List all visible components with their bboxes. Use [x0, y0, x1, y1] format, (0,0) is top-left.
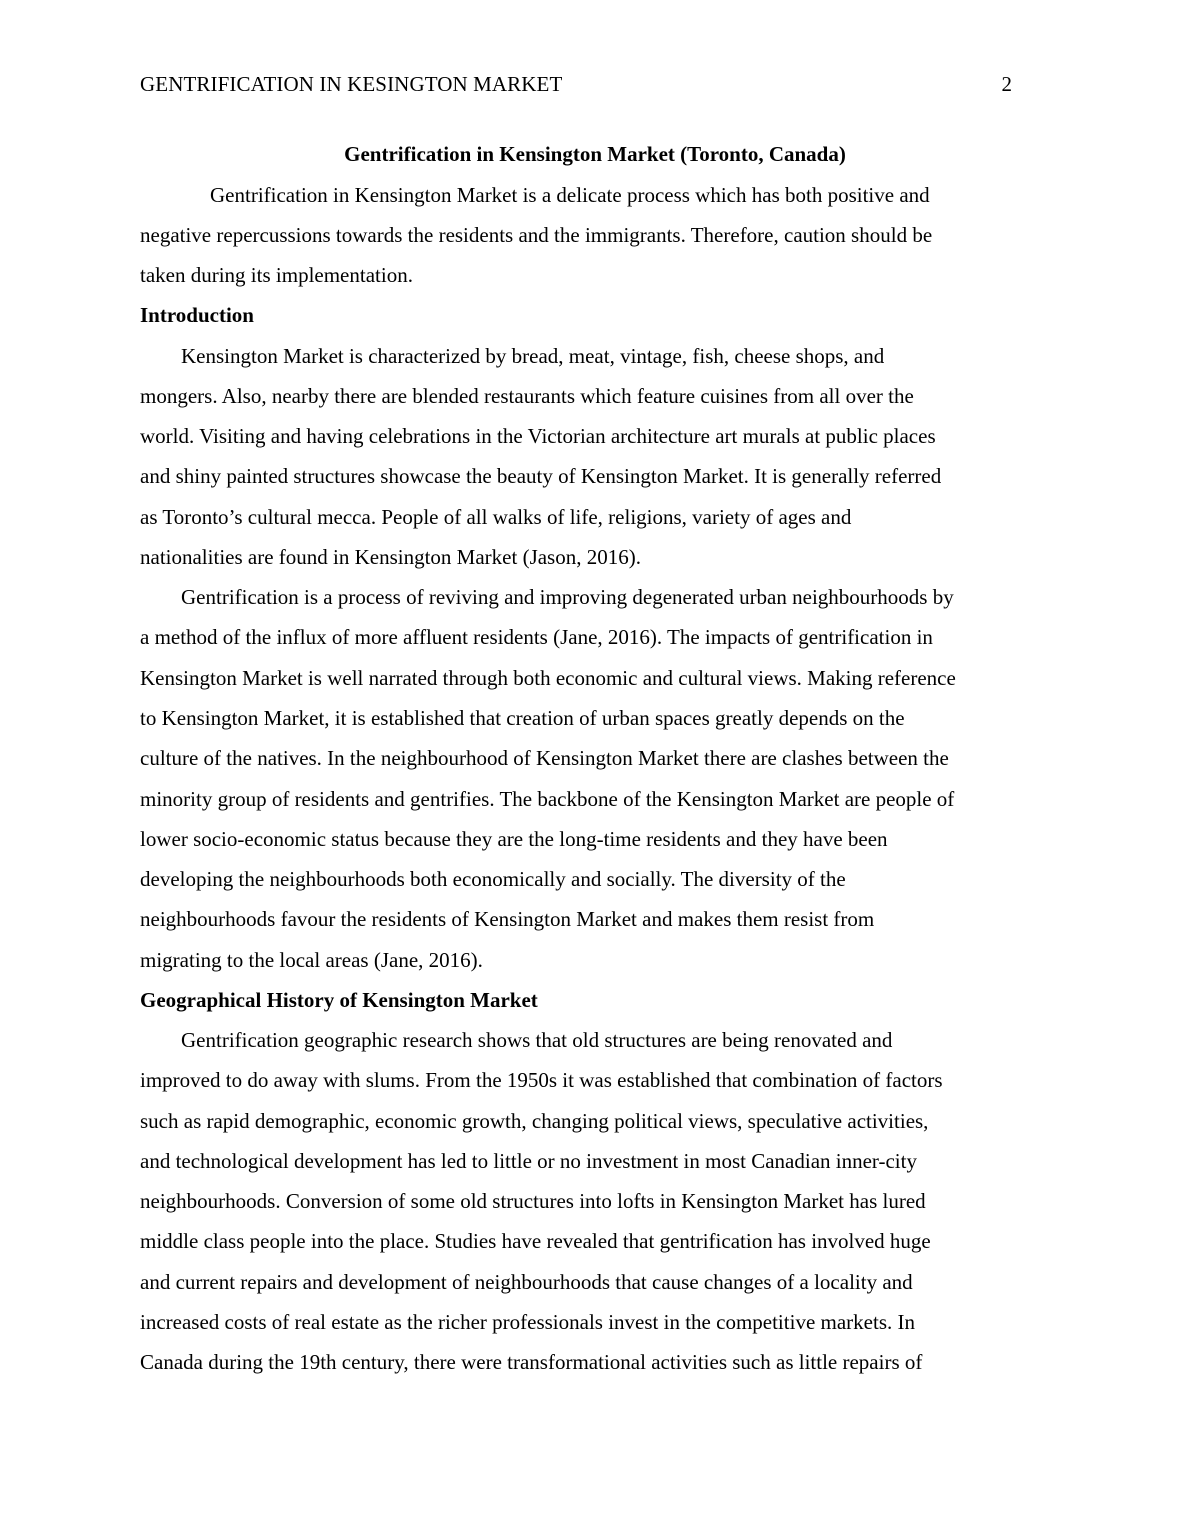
- introduction-heading: Introduction: [140, 303, 254, 327]
- intro-p2-line: migrating to the local areas (Jane, 2016).: [140, 948, 483, 972]
- intro-p2-line: minority group of residents and gentrifies. The backbone of the Kensington Market are people of: [140, 787, 955, 811]
- intro-p1-line: mongers. Also, nearby there are blended restaurants which feature cuisines from all over the: [140, 384, 914, 408]
- intro-p2-line: to Kensington Market, it is established that creation of urban spaces greatly depends on the: [140, 706, 905, 730]
- geo-p1-line: Gentrification geographic research shows that old structures are being renovated and: [181, 1028, 893, 1052]
- intro-p2-line: a method of the influx of more affluent residents (Jane, 2016). The impacts of gentrification in: [140, 625, 933, 649]
- page-number: 2: [1001, 72, 1012, 96]
- intro-p2-line: lower socio-economic status because they are the long-time residents and they have been: [140, 827, 888, 851]
- paper-title: Gentrification in Kensington Market (Toronto, Canada): [344, 142, 846, 166]
- abstract-line: Gentrification in Kensington Market is a delicate process which has both positive and: [210, 183, 930, 207]
- geo-p1-line: improved to do away with slums. From the 1950s it was established that combination of factors: [140, 1068, 943, 1092]
- intro-p1-line: nationalities are found in Kensington Market (Jason, 2016).: [140, 545, 641, 569]
- intro-p1-line: Kensington Market is characterized by bread, meat, vintage, fish, cheese shops, and: [181, 344, 885, 368]
- intro-p2-line: Gentrification is a process of reviving and improving degenerated urban neighbourhoods by: [181, 585, 954, 609]
- intro-p1-line: as Toronto’s cultural mecca. People of all walks of life, religions, variety of ages and: [140, 505, 852, 529]
- geo-p1-line: Canada during the 19th century, there were transformational activities such as little repairs of: [140, 1350, 923, 1374]
- intro-p2-line: culture of the natives. In the neighbourhood of Kensington Market there are clashes between the: [140, 746, 949, 770]
- geo-p1-line: neighbourhoods. Conversion of some old structures into lofts in Kensington Market has lured: [140, 1189, 926, 1213]
- intro-p1-line: world. Visiting and having celebrations in the Victorian architecture art murals at public places: [140, 424, 936, 448]
- abstract-line: negative repercussions towards the residents and the immigrants. Therefore, caution should be: [140, 223, 933, 247]
- intro-p2-line: neighbourhoods favour the residents of Kensington Market and makes them resist from: [140, 907, 875, 931]
- abstract-line: taken during its implementation.: [140, 263, 413, 287]
- intro-p1-line: and shiny painted structures showcase the beauty of Kensington Market. It is generally referred: [140, 464, 942, 488]
- geo-p1-line: and technological development has led to little or no investment in most Canadian inner-city: [140, 1149, 917, 1173]
- geo-p1-line: increased costs of real estate as the richer professionals invest in the competitive markets. In: [140, 1310, 915, 1334]
- intro-p2-line: developing the neighbourhoods both economically and socially. The diversity of the: [140, 867, 846, 891]
- intro-p2-line: Kensington Market is well narrated through both economic and cultural views. Making reference: [140, 666, 956, 690]
- geo-p1-line: and current repairs and development of neighbourhoods that cause changes of a locality and: [140, 1270, 913, 1294]
- geo-p1-line: such as rapid demographic, economic growth, changing political views, speculative activities,: [140, 1109, 929, 1133]
- geography-heading: Geographical History of Kensington Market: [140, 988, 538, 1012]
- running-head: GENTRIFICATION IN KESINGTON MARKET: [140, 72, 563, 96]
- geo-p1-line: middle class people into the place. Studies have revealed that gentrification has involved huge: [140, 1229, 931, 1253]
